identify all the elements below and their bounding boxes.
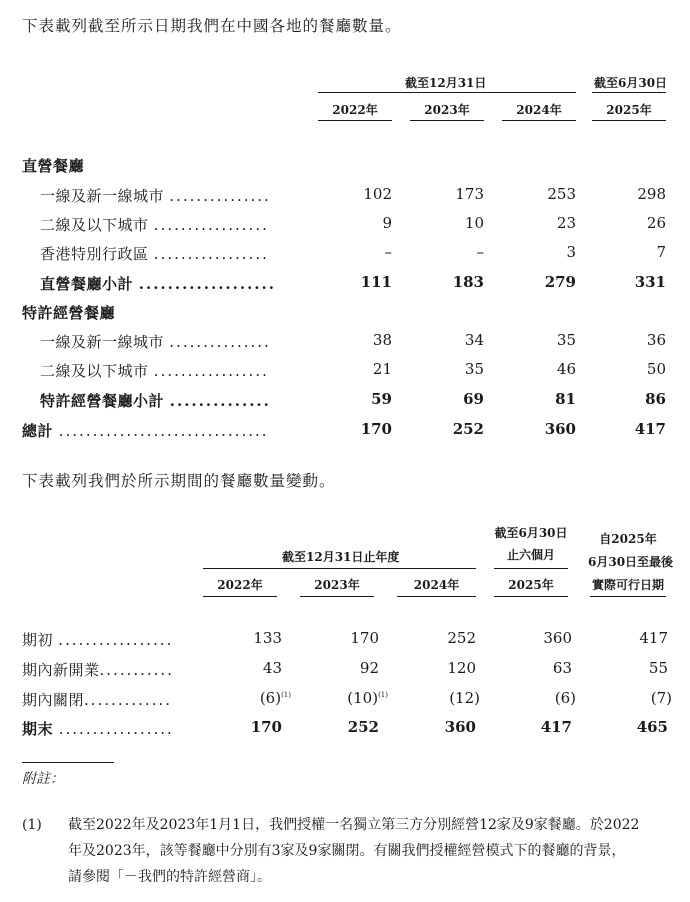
- table1-year-2022: 2022年: [332, 103, 378, 117]
- row-label: 一線及新一線城市 ...............: [40, 333, 271, 351]
- cell-2022: 170: [250, 718, 282, 736]
- cell-2022: 59: [371, 390, 392, 408]
- cell-2025-jun: 360: [543, 629, 572, 647]
- cell-2025-jun: 63: [552, 659, 572, 677]
- footnote-mark: (1): [378, 691, 388, 699]
- cell-2024: 46: [556, 360, 576, 378]
- table2-header-jun30-l1: 截至6月30日: [494, 526, 568, 540]
- cell-2023: 34: [464, 331, 484, 349]
- cell-2025: 7: [656, 243, 666, 261]
- table2-year-2022: 2022年: [217, 578, 263, 592]
- table1-year-2023: 2023年: [424, 103, 470, 117]
- table2-year-rule: [203, 596, 277, 597]
- cell-2023: –: [476, 243, 484, 261]
- watermark-logo-icon: [498, 875, 518, 891]
- watermark: 零售商业财经: [498, 872, 606, 892]
- note-line-2: 年及2023年，該等餐廳中分別有3家及9家關閉。有關我們授權經營模式下的餐廳的背景，: [68, 843, 626, 859]
- cell-2024: 81: [555, 390, 576, 408]
- table2-year-2025: 2025年: [508, 578, 554, 592]
- table2-header-since-l1: 自2025年: [599, 532, 657, 546]
- table2-year-rule: [494, 596, 568, 597]
- row-label: 期內關閉.............: [22, 691, 173, 709]
- cell-2022: –: [384, 243, 392, 261]
- cell-2023: 10: [464, 214, 484, 232]
- table2-header-since-l2: 6月30日至最後: [588, 555, 674, 569]
- table1-year-2025: 2025年: [606, 103, 652, 117]
- row-label: 期初 .................: [22, 631, 174, 649]
- cell-2024: 253: [547, 185, 576, 203]
- row-label: 特許經營餐廳小計 ..............: [40, 392, 271, 410]
- cell-2023: 170: [350, 629, 379, 647]
- cell-2024: 360: [544, 420, 576, 438]
- table2-header-jun30-l2: 止六個月: [506, 548, 555, 562]
- cell-latest: 417: [639, 629, 668, 647]
- table1-group-header-dec31: 截至12月31日: [405, 76, 487, 90]
- cell-2023: 252: [347, 718, 379, 736]
- table2-year-rule: [397, 596, 476, 597]
- section-title-direct: 直營餐廳: [22, 157, 85, 175]
- table1-group-header-jun30: 截至6月30日: [594, 76, 668, 90]
- cell-2023: $(10)^{(1)}$: [347, 689, 388, 707]
- table2-group-rule-3: [590, 596, 666, 597]
- cell-2022: $(6)^{(1)}$: [259, 689, 291, 707]
- row-label: 二線及以下城市 .................: [40, 216, 269, 234]
- table2-group-rule-1: [203, 568, 476, 569]
- cell-2024: 279: [544, 273, 576, 291]
- cell-2025: 26: [646, 214, 666, 232]
- cell-2024: 252: [447, 629, 476, 647]
- table1-year-rule: [502, 120, 576, 121]
- cell-2025: 86: [645, 390, 666, 408]
- intro-text-2: 下表載列我們於所示期間的餐廳數量變動。: [22, 472, 336, 490]
- table2-year-2024: 2024年: [413, 578, 460, 592]
- cell-2024: 3: [566, 243, 576, 261]
- cell-2022: 170: [360, 420, 392, 438]
- cell-latest: 465: [636, 718, 668, 736]
- table1-group-rule-2: [592, 92, 666, 93]
- cell-2025: 417: [634, 420, 666, 438]
- notes-title: 附註：: [22, 771, 64, 787]
- note-line-1: 截至2022年及2023年1月1日，我們授權一名獨立第三方分別經營12家及9家餐廳。於2022: [68, 817, 640, 833]
- section-title-franchise: 特許經營餐廳: [22, 304, 116, 322]
- table1-year-rule: [318, 120, 392, 121]
- cell-2022: 38: [372, 331, 392, 349]
- table1-year-rule: [592, 120, 666, 121]
- row-label: 直營餐廳小計 ...................: [40, 275, 276, 293]
- table1-year-rule: [410, 120, 484, 121]
- intro-text-1: 下表載列截至所示日期我們在中國各地的餐廳數量。: [22, 17, 402, 35]
- table2-group-header-year: 截至12月31日止年度: [282, 550, 400, 564]
- cell-2024: 23: [556, 214, 576, 232]
- row-label: 總計 ...............................: [22, 422, 269, 440]
- cell-2023: 92: [359, 659, 379, 677]
- row-label: 期內新開業...........: [22, 661, 174, 679]
- row-label: 香港特別行政區 .................: [40, 245, 269, 263]
- cell-2024: (12): [449, 689, 480, 707]
- cell-2022: 21: [372, 360, 392, 378]
- cell-2022: 133: [253, 629, 282, 647]
- note-line-3: 請參閱「－我們的特許經營商」。: [68, 869, 271, 885]
- cell-2023: 69: [463, 390, 484, 408]
- cell-2023: 252: [452, 420, 484, 438]
- cell-latest: 55: [648, 659, 668, 677]
- cell-2025: 298: [637, 185, 666, 203]
- table2-year-2023: 2023年: [314, 578, 360, 592]
- cell-2025: 331: [634, 273, 666, 291]
- cell-2023: 183: [452, 273, 484, 291]
- cell-2022: 9: [382, 214, 392, 232]
- cell-latest: (7): [650, 689, 672, 707]
- row-label: 二線及以下城市 .................: [40, 362, 269, 380]
- cell-2024: 360: [444, 718, 476, 736]
- cell-2025: 50: [646, 360, 666, 378]
- table1-year-2024: 2024年: [516, 103, 562, 117]
- cell-2025-jun: 417: [540, 718, 572, 736]
- cell-2022: 43: [262, 659, 282, 677]
- row-label: 期末 .................: [22, 720, 174, 738]
- cell-2025: 36: [646, 331, 666, 349]
- cell-2022: 111: [360, 273, 392, 291]
- cell-2024: 120: [447, 659, 476, 677]
- row-label: 一線及新一線城市 ...............: [40, 187, 271, 205]
- notes-divider: [22, 762, 114, 763]
- table2-header-since-l3: 實際可行日期: [591, 578, 664, 592]
- cell-2023: 173: [455, 185, 484, 203]
- cell-2023: 35: [464, 360, 484, 378]
- note-marker: (1): [22, 817, 42, 833]
- cell-2025-jun: (6): [554, 689, 576, 707]
- cell-2022: 102: [363, 185, 392, 203]
- table2-year-rule: [300, 596, 374, 597]
- cell-2024: 35: [556, 331, 576, 349]
- table2-group-rule-2: [494, 568, 568, 569]
- table1-group-rule-1: [318, 92, 576, 93]
- footnote-mark: (1): [281, 691, 291, 699]
